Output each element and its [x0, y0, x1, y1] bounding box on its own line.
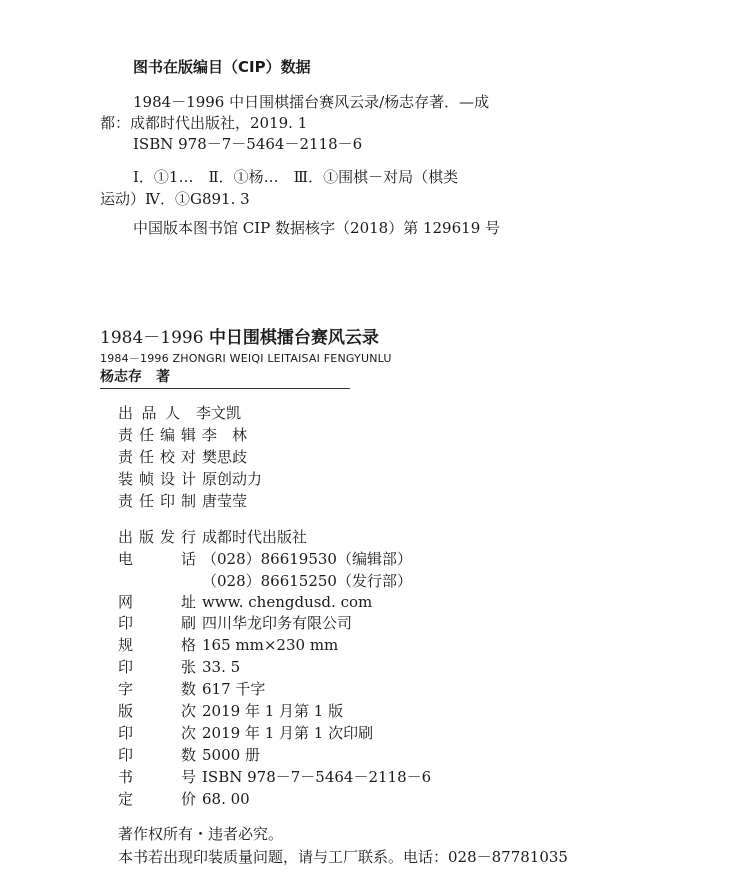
info-value: 四川华龙印务有限公司: [202, 614, 353, 632]
credit-value: 唐莹莹: [202, 492, 248, 510]
info-label: 书号: [118, 768, 196, 786]
info-label: 字数: [118, 680, 196, 698]
credit-row: [118, 424, 247, 445]
cip-classification: Ⅰ．①1… Ⅱ．①杨… Ⅲ．①围棋－对局（棋类: [133, 168, 459, 186]
cip-classification-cont: 运动）Ⅳ．①G891. 3: [100, 190, 250, 208]
info-row: [118, 548, 412, 569]
info-value: （028）86619530（编辑部）: [202, 550, 412, 568]
info-label: 出版发行: [118, 528, 196, 546]
info-label: 网址: [118, 593, 196, 611]
info-row: [118, 591, 372, 612]
book-title: [100, 323, 379, 348]
info-value: 617 千字: [202, 680, 266, 698]
info-value: 2019 年 1 月第 1 版: [202, 702, 344, 720]
info-row: [118, 612, 352, 633]
info-value: 33. 5: [202, 658, 241, 676]
info-label: 版次: [118, 702, 196, 720]
info-row: [118, 744, 260, 765]
info-value: 5000 册: [202, 746, 260, 764]
info-row: [118, 570, 412, 591]
credit-label: 装帧设计: [118, 470, 196, 488]
info-label: 印数: [118, 746, 196, 764]
info-row: [118, 678, 265, 699]
cip-number: 中国版本图书馆 CIP 数据核字（2018）第 129619 号: [133, 219, 501, 237]
info-label: 电话: [118, 550, 196, 568]
info-label: 定价: [118, 790, 196, 808]
credit-label: 责任印制: [118, 492, 196, 510]
book-author: 杨志存 著: [100, 369, 170, 385]
info-value: 165 mm×230 mm: [202, 636, 339, 654]
credit-row: [118, 446, 247, 467]
info-row: [118, 722, 373, 743]
credit-value: 李 林: [202, 426, 248, 444]
info-value: ISBN 978－7－5464－2118－6: [202, 768, 432, 786]
info-label: 印刷: [118, 614, 196, 632]
book-title-years: 1984－1996: [100, 328, 209, 348]
book-title-text: 中日围棋擂台赛风云录: [208, 328, 379, 348]
book-pinyin: 1984－1996 ZHONGRI WEIQI LEITAISAI FENGYUNLU: [100, 352, 392, 365]
credit-row: [118, 490, 247, 511]
info-row: [118, 766, 431, 787]
credit-row: [118, 468, 262, 489]
credit-value: 原创动力: [202, 470, 263, 488]
info-label: 规格: [118, 636, 196, 654]
divider: [100, 388, 350, 389]
info-row: [118, 656, 240, 677]
info-value: 成都时代出版社: [202, 528, 308, 546]
info-label: 印张: [118, 658, 196, 676]
credit-value: 李文凯: [196, 404, 242, 422]
credit-row: [118, 402, 241, 423]
credit-label: 出品人: [118, 404, 180, 422]
info-value: （028）86615250（发行部）: [202, 572, 412, 590]
info-value: 2019 年 1 月第 1 次印刷: [202, 724, 374, 742]
info-value: www. chengdusd. com: [202, 593, 373, 611]
copyright-notice: 著作权所有・违者必究。: [118, 825, 284, 843]
credit-value: 樊思歧: [202, 448, 248, 466]
credit-label: 责任校对: [118, 448, 196, 466]
info-label: 印次: [118, 724, 196, 742]
cip-isbn: ISBN 978－7－5464－2118－6: [133, 135, 363, 153]
cip-line: 都：成都时代出版社，2019. 1: [100, 114, 308, 132]
info-value: 68. 00: [202, 790, 250, 808]
cip-title: 图书在版编目（CIP）数据: [133, 58, 311, 76]
info-row: [118, 788, 250, 809]
quality-notice: 本书若出现印装质量问题，请与工厂联系。电话：028－87781035: [118, 848, 568, 866]
info-row: [118, 634, 338, 655]
info-row: [118, 700, 343, 721]
credit-label: 责任编辑: [118, 426, 196, 444]
cip-line: 1984－1996 中日围棋擂台赛风云录/杨志存著．—成: [133, 93, 490, 111]
info-row: [118, 526, 307, 547]
